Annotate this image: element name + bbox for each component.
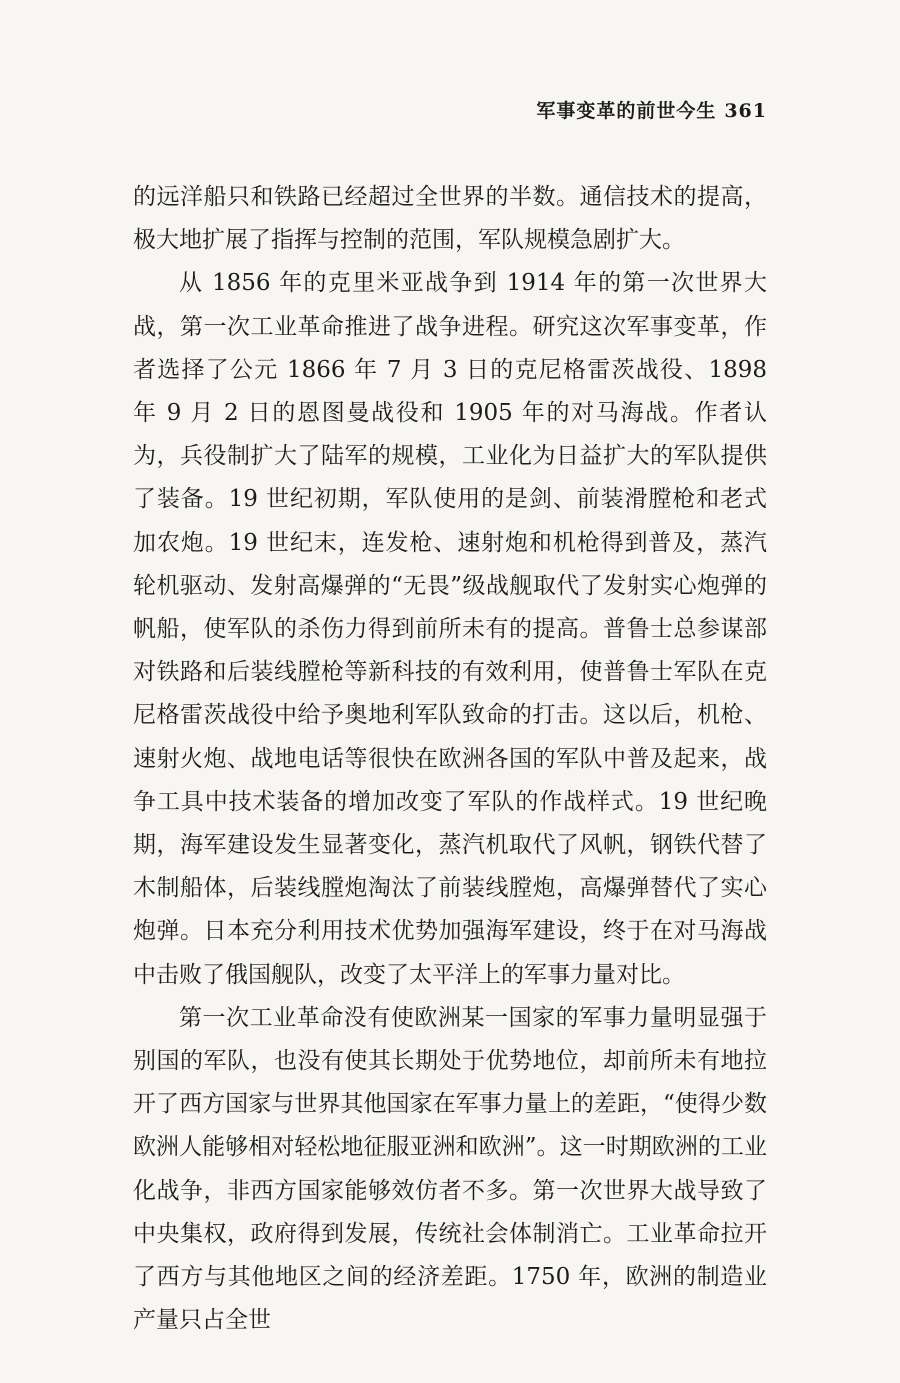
page-number: 361 (724, 100, 767, 122)
paragraph-continued: 的远洋船只和铁路已经超过全世界的半数。通信技术的提高，极大地扩展了指挥与控制的范围，军队规模急剧扩大。 (133, 184, 767, 254)
paragraph: 从 1856 年的克里米亚战争到 1914 年的第一次世界大战，第一次工业革命推进了战争进程。研究这次军事变革，作者选择了公元 1866 年 7 月 3 日的克尼格雷茨战役、1898 年 9 月 2 日的恩图曼战役和 1905 年的对马海战。作者认为，兵役制扩大了陆军的规模，工业化为日益扩大的军队提供了装备。19 世纪初期，军队使用的是剑、前装滑膛枪和老式加农炮。19 世纪末，连发枪、速射炮和机枪得到普及，蒸汽轮机驱动、发射高爆弹的“无畏”级战舰取代了发射实心炮弹的帆船，使军队的杀伤力得到前所未有的提高。普鲁士总参谋部对铁路和后装线膛枪等新科技的有效利用，使普鲁士军队在克尼格雷茨战役中给予奥地利军队致命的打击。这以后，机枪、速射火炮、战地电话等很快在欧洲各国的军队中普及起来，战争工具中技术装备的增加改变了军队的作战样式。19 世纪晚期，海军建设发生显著变化，蒸汽机取代了风帆，钢铁代替了木制船体，后装线膛炮淘汰了前装线膛炮，高爆弹替代了实心炮弹。日本充分利用技术优势加强海军建设，终于在对马海战中击败了俄国舰队，改变了太平洋上的军事力量对比。 (133, 270, 767, 988)
paragraph: 第一次工业革命没有使欧洲某一国家的军事力量明显强于别国的军队，也没有使其长期处于优势地位，却前所未有地拉开了西方国家与世界其他国家在军事力量上的差距，“使得少数欧洲人能够相对轻松地征服亚洲和欧洲”。这一时期欧洲的工业化战争，非西方国家能够效仿者不多。第一次世界大战导致了中央集权，政府得到发展，传统社会体制消亡。工业革命拉开了西方与其他地区之间的经济差距。1750 年，欧洲的制造业产量只占全世 (133, 1004, 767, 1334)
running-title: 军事变革的前世今生 (536, 100, 717, 122)
running-header (536, 96, 767, 123)
body-text (133, 176, 767, 1342)
